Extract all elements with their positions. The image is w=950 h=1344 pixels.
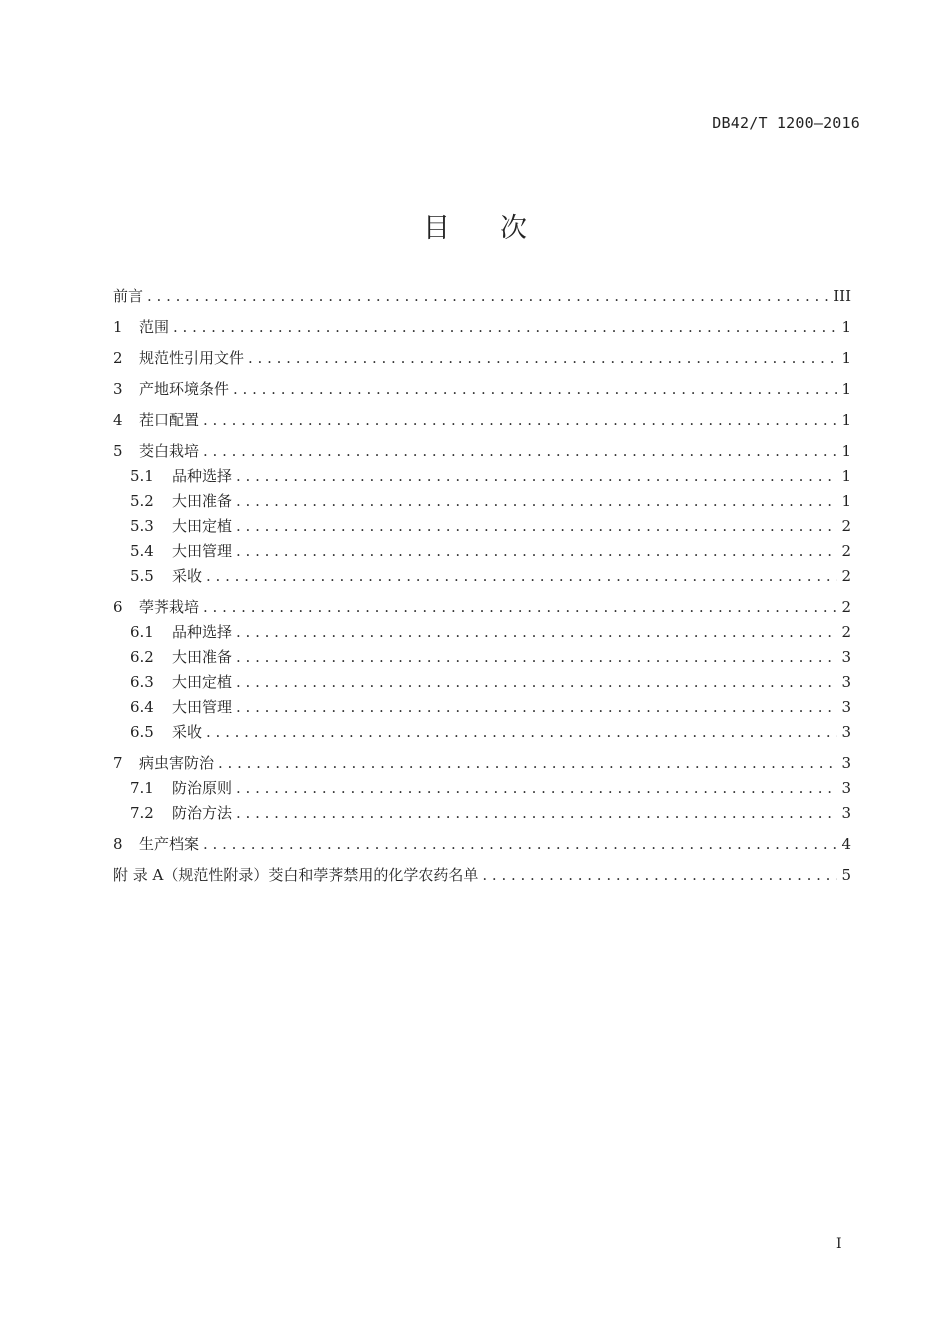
toc-dot-leader	[203, 595, 837, 620]
toc-entry[interactable]	[113, 670, 851, 695]
toc-dot-leader	[203, 408, 837, 433]
toc-entry-page: 3	[841, 754, 851, 772]
toc-dot-leader	[236, 514, 837, 539]
toc-entry-page: 3	[841, 673, 851, 691]
toc-entry-page: 1	[841, 467, 851, 485]
toc-entry-number: 5	[113, 442, 123, 460]
toc-entry[interactable]	[113, 514, 851, 539]
toc-entry-number: 6.5	[130, 723, 154, 741]
toc-entry[interactable]	[113, 464, 851, 489]
toc-entry[interactable]	[113, 695, 851, 720]
toc-dot-leader	[206, 564, 837, 589]
toc-dot-leader	[206, 720, 837, 745]
toc-entry-page: 1	[841, 492, 851, 510]
toc-dot-leader	[236, 645, 837, 670]
toc-entry-label: 附 录 A（规范性附录）茭白和荸荠禁用的化学农药名单	[113, 866, 479, 884]
toc-entry-page: 5	[841, 866, 851, 884]
page-title	[0, 206, 950, 245]
toc-entry-label: 大田管理	[172, 542, 233, 560]
toc-entry-page: 2	[841, 598, 851, 616]
toc-entry[interactable]	[113, 751, 851, 776]
toc-entry[interactable]	[113, 346, 851, 371]
toc-entry-number: 5.4	[130, 542, 154, 560]
toc-entry[interactable]	[113, 489, 851, 514]
toc-entry-label: 品种选择	[172, 467, 233, 485]
toc-entry-number: 5.2	[130, 492, 154, 510]
toc-entry-page: 3	[841, 779, 851, 797]
toc-dot-leader	[236, 539, 837, 564]
toc-dot-leader	[248, 346, 837, 371]
toc-entry-label: 病虫害防治	[139, 754, 215, 772]
toc-entry-page: 1	[841, 380, 851, 398]
toc-entry-page: 1	[841, 318, 851, 336]
toc-entry[interactable]	[113, 720, 851, 745]
toc-entry[interactable]	[113, 439, 851, 464]
toc-entry-page: 4	[841, 835, 851, 853]
toc-entry-number: 7.1	[130, 779, 154, 797]
toc-entry-page: 1	[841, 442, 851, 460]
toc-entry-page: 2	[841, 567, 851, 585]
toc-entry[interactable]	[113, 539, 851, 564]
toc-entry[interactable]	[113, 620, 851, 645]
toc-entry-number: 6	[113, 598, 123, 616]
toc-dot-leader	[236, 489, 837, 514]
toc-dot-leader	[236, 776, 837, 801]
toc-entry[interactable]	[113, 315, 851, 340]
toc-entry-number: 5.5	[130, 567, 154, 585]
toc-entry-label: 荸荠栽培	[139, 598, 200, 616]
toc-entry[interactable]	[113, 776, 851, 801]
toc-entry-number: 6.1	[130, 623, 154, 641]
toc-entry-page: 2	[841, 517, 851, 535]
standard-code: DB42/T 1200—2016	[712, 114, 860, 132]
toc-entry-number: 6.2	[130, 648, 154, 666]
toc-dot-leader	[482, 863, 837, 888]
toc-entry-label: 品种选择	[172, 623, 233, 641]
toc-entry[interactable]	[113, 832, 851, 857]
toc-dot-leader	[218, 751, 837, 776]
toc-entry[interactable]	[113, 595, 851, 620]
toc-entry[interactable]	[113, 801, 851, 826]
toc-dot-leader	[236, 670, 837, 695]
toc-entry-label: 大田准备	[172, 648, 233, 666]
toc-entry-label: 大田定植	[172, 517, 233, 535]
toc-entry-page: 3	[841, 804, 851, 822]
toc-entry-label: 大田准备	[172, 492, 233, 510]
toc-entry-number: 7.2	[130, 804, 154, 822]
toc-entry[interactable]	[113, 377, 851, 402]
toc-dot-leader	[203, 832, 837, 857]
table-of-contents	[113, 284, 851, 888]
toc-entry-page: 2	[841, 542, 851, 560]
toc-entry[interactable]	[113, 564, 851, 589]
toc-entry-label: 茭白栽培	[139, 442, 200, 460]
title-char-1: 目	[423, 213, 450, 244]
toc-entry-label: 前言	[113, 287, 144, 305]
toc-entry[interactable]	[113, 408, 851, 433]
toc-entry-number: 7	[113, 754, 123, 772]
toc-dot-leader	[147, 284, 829, 309]
toc-dot-leader	[173, 315, 837, 340]
toc-entry-page: 2	[841, 623, 851, 641]
toc-entry-number: 2	[113, 349, 123, 367]
toc-entry-label: 茬口配置	[139, 411, 200, 429]
toc-entry-label: 大田定植	[172, 673, 233, 691]
title-char-2: 次	[500, 213, 527, 244]
toc-entry-label: 规范性引用文件	[139, 349, 245, 367]
toc-entry-number: 1	[113, 318, 123, 336]
toc-entry-number: 5.1	[130, 467, 154, 485]
toc-entry-label: 采收	[172, 723, 203, 741]
toc-dot-leader	[236, 801, 837, 826]
toc-entry-number: 5.3	[130, 517, 154, 535]
toc-entry-number: 4	[113, 411, 123, 429]
toc-entry-label: 生产档案	[139, 835, 200, 853]
toc-dot-leader	[203, 439, 837, 464]
toc-entry[interactable]	[113, 863, 851, 888]
toc-entry-number: 8	[113, 835, 123, 853]
toc-entry-label: 防治原则	[172, 779, 233, 797]
toc-entry-page: 3	[841, 698, 851, 716]
toc-entry-label: 产地环境条件	[139, 380, 230, 398]
toc-dot-leader	[236, 620, 837, 645]
toc-dot-leader	[236, 464, 837, 489]
toc-dot-leader	[233, 377, 837, 402]
toc-entry-page: 3	[841, 648, 851, 666]
toc-entry-label: 采收	[172, 567, 203, 585]
toc-entry-number: 6.4	[130, 698, 154, 716]
toc-entry-label: 大田管理	[172, 698, 233, 716]
toc-entry-label: 防治方法	[172, 804, 233, 822]
toc-entry[interactable]	[113, 284, 851, 309]
toc-entry-label: 范围	[139, 318, 170, 336]
toc-entry-page: 1	[841, 349, 851, 367]
toc-entry-page: III	[833, 287, 851, 305]
toc-entry-number: 6.3	[130, 673, 154, 691]
toc-entry-number: 3	[113, 380, 123, 398]
toc-entry[interactable]	[113, 645, 851, 670]
page-number: I	[836, 1236, 842, 1252]
toc-entry-page: 1	[841, 411, 851, 429]
toc-dot-leader	[236, 695, 837, 720]
toc-entry-page: 3	[841, 723, 851, 741]
